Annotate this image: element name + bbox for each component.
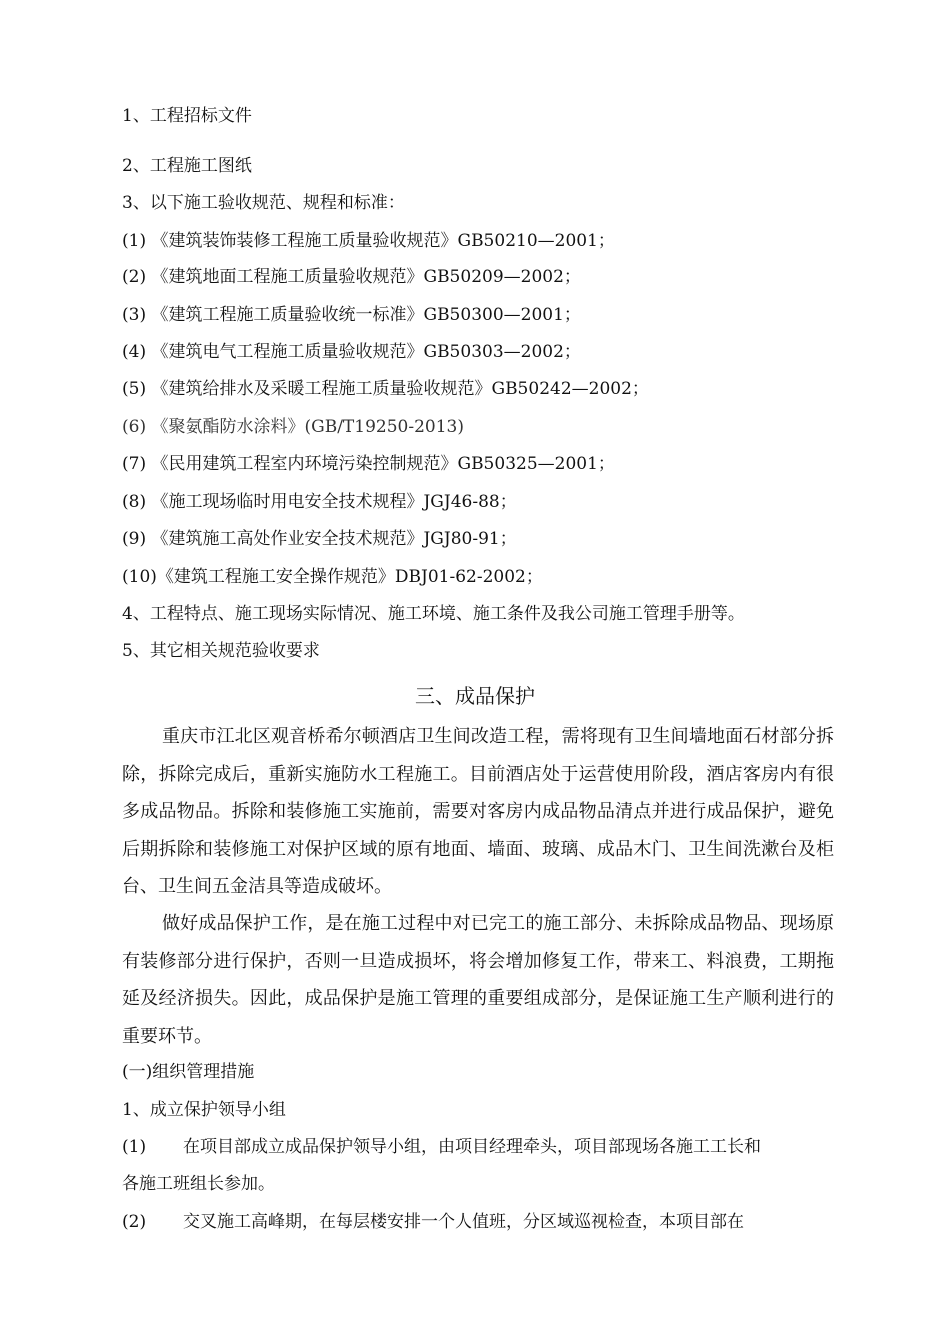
standard-item: (6) 《聚氨酯防水涂料》(GB/T19250-2013) [122,417,464,437]
subsection-heading: (一)组织管理措施 [122,1062,255,1082]
standard-item: (7) 《民用建筑工程室内环境污染控制规范》GB50325—2001； [122,454,615,474]
basis-item-1: 1、工程招标文件 [122,106,252,126]
standard-item: (2) 《建筑地面工程施工质量验收规范》GB50209—2002； [122,267,581,287]
standard-item: (4) 《建筑电气工程施工质量验收规范》GB50303—2002； [122,342,581,362]
standard-item: (10)《建筑工程施工安全操作规范》DBJ01-62-2002； [122,567,543,587]
basis-item-3: 3、以下施工验收规范、规程和标准： [122,193,405,213]
paragraph-2: 做好成品保护工作，是在施工过程中对已完工的施工部分、未拆除成品物品、现场原有装修部分进行保护，否则一旦造成损坏，将会增加修复工作，带来工、料浪费，工期拖延及经济损失。因此，成品保护是施工管理的重要组成部分，是保证施工生产顺利进行的重要环节。 [122,913,834,1047]
standard-item: (5) 《建筑给排水及采暖工程施工质量验收规范》GB50242—2002； [122,379,649,399]
basis-item-4: 4、工程特点、施工现场实际情况、施工环境、施工条件及我公司施工管理手册等。 [122,604,745,624]
measure-1-continuation: 各施工班组长参加。 [122,1174,275,1194]
standard-item: (8) 《施工现场临时用电安全技术规程》JGJ46-88； [122,492,517,512]
measure-1-text: 在项目部成立成品保护领导小组，由项目经理牵头，项目部现场各施工工长和 [183,1137,761,1157]
standard-item: (3) 《建筑工程施工质量验收统一标准》GB50300—2001； [122,305,581,325]
basis-item-5: 5、其它相关规范验收要求 [122,641,320,661]
measure-2-text: 交叉施工高峰期，在每层楼安排一个人值班，分区域巡视检查，本项目部在 [183,1212,744,1232]
section-title: 三、成品保护 [415,684,535,708]
standard-item: (1) 《建筑装饰装修工程施工质量验收规范》GB50210—2001； [122,231,615,251]
measure-2-number: (2) [122,1212,147,1232]
paragraph-1: 重庆市江北区观音桥希尔顿酒店卫生间改造工程，需将现有卫生间墙地面石材部分拆除，拆除完成后，重新实施防水工程施工。目前酒店处于运营使用阶段，酒店客房内有很多成品物品。拆除和装修施工实施前，需要对客房内成品物品清点并进行成品保护，避免后期拆除和装修施工对保护区域的原有地面、墙面、玻璃、成品木门、卫生间洗漱台及柜台、卫生间五金洁具等造成破坏。 [122,726,834,897]
measure-1-number: (1) [122,1137,147,1157]
standard-item: (9) 《建筑施工高处作业安全技术规范》JGJ80-91； [122,529,517,549]
subsection-item: 1、成立保护领导小组 [122,1100,286,1120]
basis-item-2: 2、工程施工图纸 [122,156,252,176]
